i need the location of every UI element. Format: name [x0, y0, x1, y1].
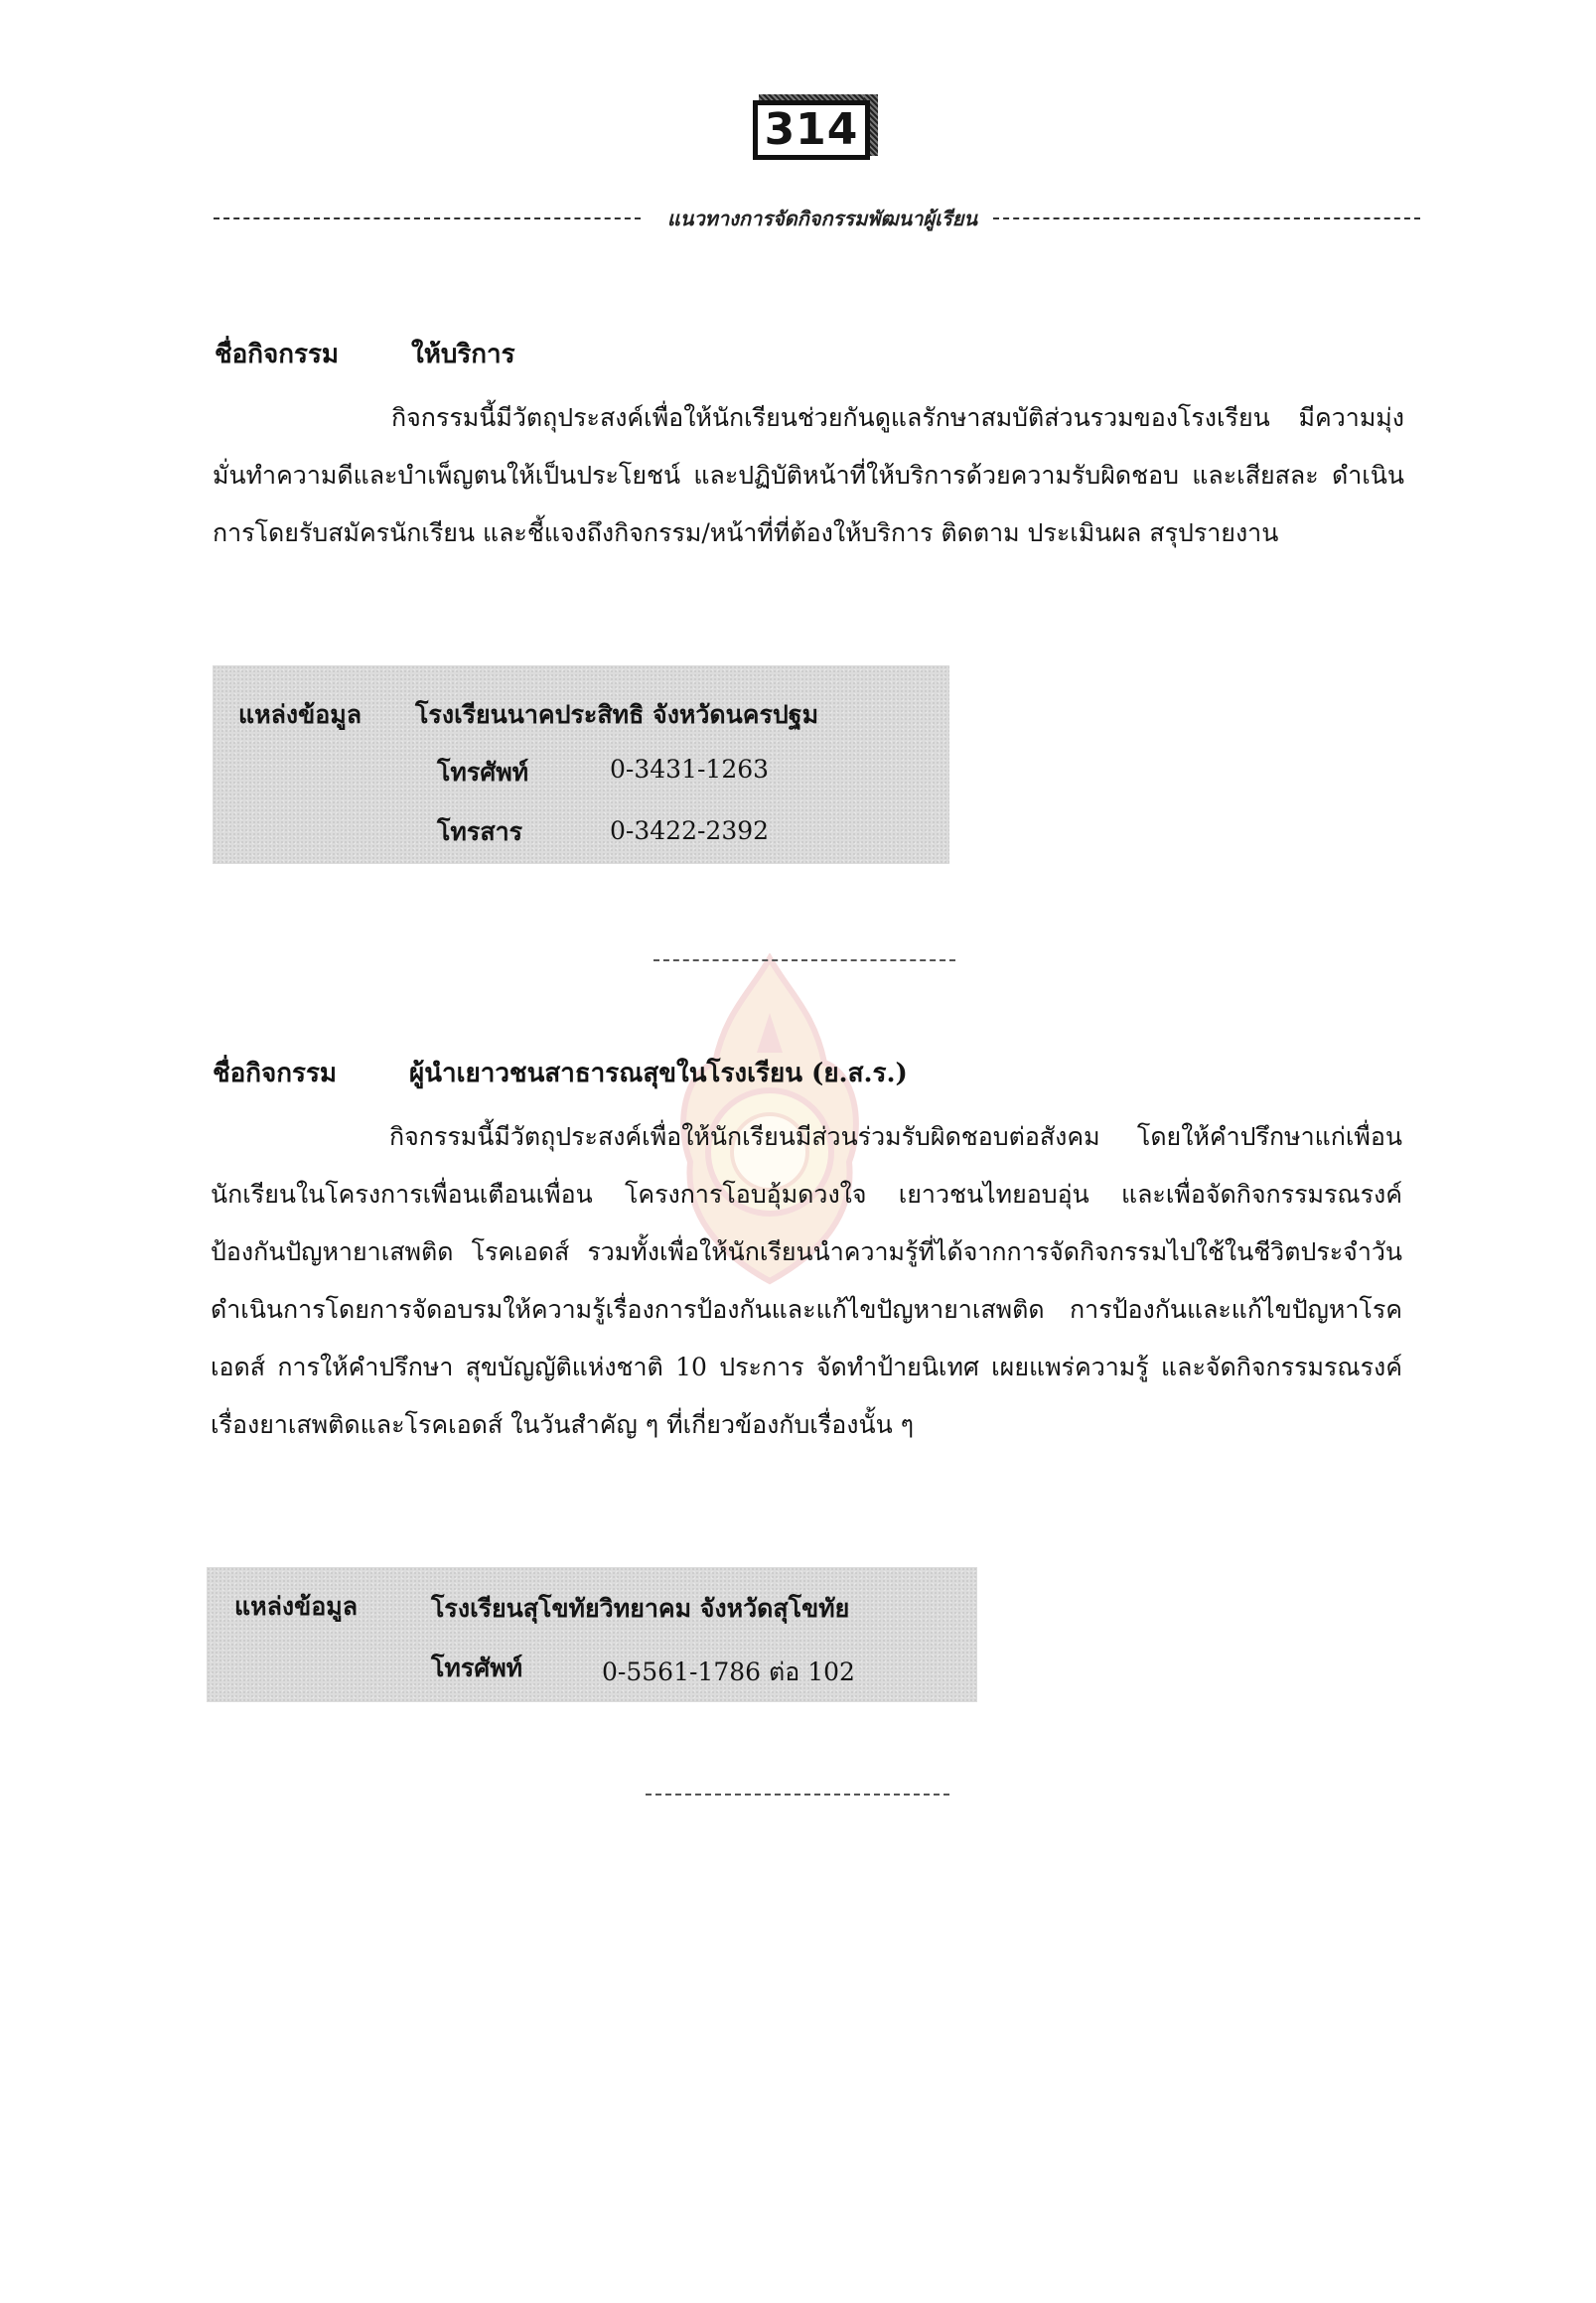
activity1-fax-label: โทรสาร — [437, 817, 523, 846]
activity1-source-label: แหล่งข้อมูล — [238, 700, 363, 729]
activity1-description-text: กิจกรรมนี้มีวัตถุประสงค์เพื่อให้นักเรียนช่วยกันดูแลรักษาสมบัติส่วนรวมของโรงเรียน มีความมุ่งมั่นทำความดีและบำเพ็ญตนให้เป็นประโยชน์ และปฏิบัติหน้าที่ให้บริการด้วยความรับผิดชอบ และเสียสละ ดำเนินการโดยรับสมัครนักเรียน และชี้แจงถึงกิจกรรม/หน้าที่ที่ต้องให้บริการ ติดตาม ประเมินผล สรุปรายงาน — [213, 403, 1404, 547]
section-divider-bottom — [646, 1794, 949, 1796]
activity2-name-label: ชื่อกิจกรรม — [213, 1059, 338, 1088]
activity1-phone: 0-3431-1263 — [610, 755, 770, 784]
activity1-description — [213, 389, 1404, 562]
page-number: 314 — [753, 100, 870, 160]
activity2-source-school: โรงเรียนสุโขทัยวิทยาคม จังหวัดสุโขทัย — [431, 1594, 850, 1623]
section-divider — [653, 959, 955, 961]
activity2-source-label: แหล่งข้อมูล — [234, 1592, 359, 1621]
activity1-name: ให้บริการ — [411, 340, 515, 369]
running-head: แนวทางการจัดกิจกรรมพัฒนาผู้เรียน — [666, 207, 978, 230]
activity1-phone-label: โทรศัพท์ — [437, 758, 529, 787]
activity1-fax: 0-3422-2392 — [610, 816, 770, 845]
activity2-description — [211, 1108, 1402, 1454]
activity1-source-school: โรงเรียนนาคประสิทธิ จังหวัดนครปฐม — [415, 700, 819, 729]
activity2-name: ผู้นำเยาวชนสาธารณสุขในโรงเรียน (ย.ส.ร.) — [409, 1059, 908, 1088]
activity2-description-text: กิจกรรมนี้มีวัตถุประสงค์เพื่อให้นักเรียนมีส่วนร่วมรับผิดชอบต่อสังคม โดยให้คำปรึกษาแก่เพื่อนนักเรียนในโครงการเพื่อนเตือนเพื่อน โครงการโอบอุ้มดวงใจ เยาวชนไทยอบอุ่น และเพื่อจัดกิจกรรมรณรงค์ป้องกันปัญหายาเสพติด โรคเอดส์ รวมทั้งเพื่อให้นักเรียนนำความรู้ที่ได้จากการจัดกิจกรรมไปใช้ในชีวิตประจำวัน ดำเนินการโดยการจัดอบรมให้ความรู้เรื่องการป้องกันและแก้ไขปัญหายาเสพติด การป้องกันและแก้ไขปัญหาโรคเอดส์ การให้คำปรึกษา สุขบัญญัติแห่งชาติ 10 ประการ จัดทำป้ายนิเทศ เผยแพร่ความรู้ และจัดกิจกรรมรณรงค์เรื่องยาเสพติดและโรคเอดส์ ในวันสำคัญ ๆ ที่เกี่ยวข้องกับเรื่องนั้น ๆ — [211, 1122, 1402, 1439]
header-rule-right — [993, 217, 1420, 219]
header-rule-left — [214, 217, 641, 219]
activity2-phone-label: โทรศัพท์ — [431, 1654, 523, 1682]
activity2-phone: 0-5561-1786 ต่อ 102 — [602, 1657, 855, 1686]
activity1-name-label: ชื่อกิจกรรม — [215, 340, 340, 369]
